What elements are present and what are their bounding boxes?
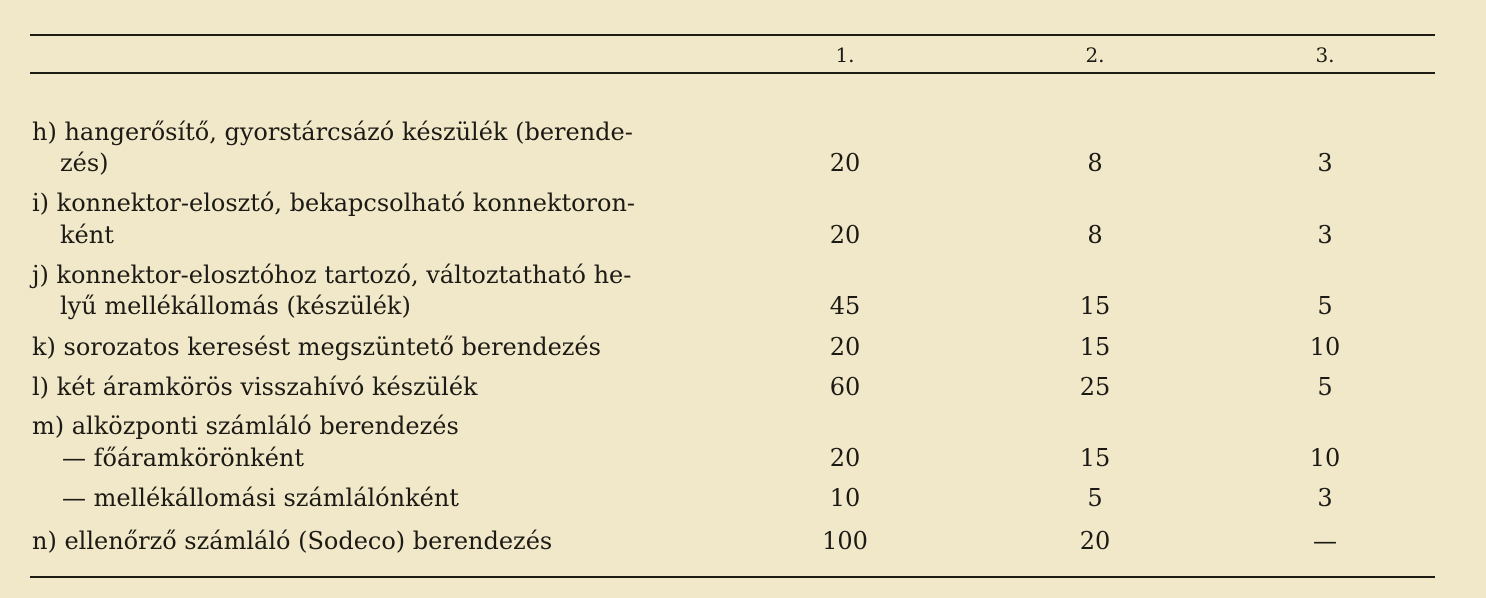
row-n-value-3: — (1313, 527, 1337, 555)
row-n-value-2: 20 (1079, 527, 1111, 555)
column-header-2: 2. (1085, 43, 1105, 67)
row-j-label-line2: lyű mellékállomás (készülék) (60, 292, 411, 320)
row-j-label-line1: j) konnektor-elosztóhoz tartozó, változtatható he- (32, 261, 632, 289)
row-n-value-1: 100 (822, 527, 868, 555)
row-i-value-1: 20 (829, 221, 861, 249)
row-h-value-2: 8 (1087, 149, 1103, 177)
row-h-value-3: 3 (1317, 149, 1333, 177)
row-i-value-3: 3 (1317, 221, 1333, 249)
row-h-label-line2: zés) (60, 149, 109, 177)
row-m1-value-1: 20 (829, 444, 861, 472)
row-j-value-3: 5 (1317, 292, 1333, 320)
row-l-value-3: 5 (1317, 373, 1333, 401)
row-m1-value-2: 15 (1079, 444, 1111, 472)
row-n-label: n) ellenőrző számláló (Sodeco) berendezés (32, 527, 553, 555)
bottom-rule (30, 576, 1435, 578)
row-m1-label: — főáramkörönként (62, 444, 305, 472)
row-m2-value-2: 5 (1087, 484, 1103, 512)
row-m1-value-3: 10 (1309, 444, 1341, 472)
row-h-label-line1: h) hangerősítő, gyorstárcsázó készülék (berende- (32, 118, 633, 146)
row-k-label: k) sorozatos keresést megszüntető berendezés (32, 333, 601, 361)
top-rule (30, 34, 1435, 36)
row-m2-label: — mellékállomási számlálónként (62, 484, 459, 512)
row-j-value-1: 45 (829, 292, 861, 320)
row-k-value-1: 20 (829, 333, 861, 361)
row-j-value-2: 15 (1079, 292, 1111, 320)
row-i-label-line1: i) konnektor-elosztó, bekapcsolható konnektoron- (32, 189, 636, 217)
column-header-1: 1. (835, 43, 855, 67)
row-l-label: l) két áramkörös visszahívó készülék (32, 373, 478, 401)
row-m2-value-3: 3 (1317, 484, 1333, 512)
row-l-value-2: 25 (1079, 373, 1111, 401)
row-i-label-line2: ként (60, 221, 114, 249)
row-m-label: m) alközponti számláló berendezés (32, 412, 459, 440)
row-m2-value-1: 10 (829, 484, 861, 512)
row-k-value-2: 15 (1079, 333, 1111, 361)
row-k-value-3: 10 (1309, 333, 1341, 361)
column-header-3: 3. (1315, 43, 1335, 67)
row-i-value-2: 8 (1087, 221, 1103, 249)
header-rule (30, 72, 1435, 74)
row-l-value-1: 60 (829, 373, 861, 401)
row-h-value-1: 20 (829, 149, 861, 177)
